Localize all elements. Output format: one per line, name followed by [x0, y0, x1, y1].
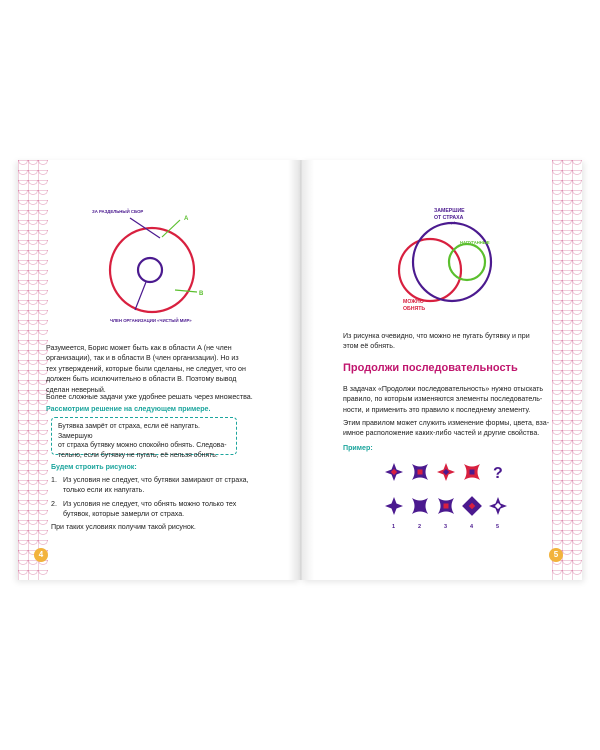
text-line: правило, по которым изменяются элементы последователь-: [343, 395, 543, 404]
text-line: этом её обнять.: [343, 342, 395, 351]
example-label: Пример:: [343, 444, 373, 452]
closing-text: При таких условиях получим такой рисунок.: [51, 523, 196, 531]
text-line: имное расположение каких-либо частей и другие свойства.: [343, 429, 540, 438]
label-member: ЧЛЕН ОРГАНИЗАЦИИ «ЧИСТЫЙ МИР»: [110, 318, 192, 323]
answer-option-1[interactable]: [385, 497, 403, 515]
text-line: должен быть исключительно в области В. Поэтому вывод: [46, 375, 237, 384]
draw-heading: Будем строить рисунок:: [51, 463, 137, 471]
right-puzzle-border: [552, 160, 582, 580]
example-heading: Рассмотрим решение на следующем примере.: [46, 405, 211, 413]
label-can-hug-1: МОЖНО: [403, 299, 424, 305]
list-number: 2.: [51, 499, 57, 508]
page-number-left: 4: [34, 548, 48, 562]
text-line: тех утверждений, которые были сделаны, не следует, что он: [46, 364, 246, 373]
left-venn-diagram: [80, 200, 230, 335]
outer-circle-red: [110, 228, 194, 312]
example-callout-box: [51, 417, 237, 459]
sequence-item-1: [385, 463, 403, 481]
pointer-line-bottom: [135, 282, 146, 310]
text-line: Из условия не следует, что бутявки замирают от страха,: [63, 476, 249, 484]
label-a: А: [184, 216, 189, 222]
left-paragraph-1: [46, 343, 286, 395]
option-number: 2: [418, 524, 422, 530]
text-line: только если их напугать.: [63, 486, 145, 495]
pointer-line-b: [175, 290, 197, 292]
sequence-item-3: [437, 463, 455, 481]
page-number-right: 5: [549, 548, 563, 562]
pointer-line-a: [162, 220, 180, 237]
question-mark: ?: [493, 465, 503, 482]
text-line: сделан неверный.: [46, 385, 106, 394]
label-separate-collection: ЗА РАЗДЕЛЬНЫЙ СБОР: [92, 209, 144, 214]
list-item: [51, 499, 281, 520]
circle-frozen-purple: [413, 223, 491, 301]
label-scared: НАПУГАННЫЕ: [460, 240, 490, 245]
label-can-hug-2: ОБНЯТЬ: [403, 306, 426, 312]
answer-option-3[interactable]: [438, 498, 454, 514]
option-number: 3: [444, 524, 448, 530]
sequence-puzzle: [380, 456, 520, 534]
answer-option-4[interactable]: [462, 496, 482, 516]
text-line: от страха бутявку можно спокойно обнять. Следова-: [58, 442, 227, 450]
callout-text: [58, 422, 230, 460]
sequence-item-2: [412, 464, 428, 480]
text-line: Из рисунка очевидно, что можно не пугать бутявку и при: [343, 332, 530, 340]
section-text: [343, 384, 553, 415]
text-line: Этим правилом может служить изменение формы, цвета, вза-: [343, 419, 550, 427]
steps-list: [51, 475, 281, 520]
text-line: Бутявка замрёт от страха, если её напугать. Замершую: [58, 423, 200, 440]
left-puzzle-border: [18, 160, 48, 580]
rule-text: [343, 418, 553, 439]
text-line: бутявок, которые замерли от страха.: [63, 510, 185, 519]
label-frozen-1: ЗАМЕРШИЕ: [434, 208, 465, 214]
circle-scared-green: [449, 244, 485, 280]
text-line: тельно, если бутявку не пугать, её нельзя обнять.: [58, 451, 218, 459]
book-gutter: [288, 160, 314, 580]
section-title: Продолжи последовательность: [343, 362, 518, 374]
answer-option-5[interactable]: [489, 497, 507, 515]
text-line: Разумеется, Борис может быть как в области А (не член: [46, 344, 232, 352]
text-line: В задачах «Продолжи последовательность» нужно отыскать: [343, 385, 544, 393]
text-line: Из условия не следует, что обнять можно только тех: [63, 499, 237, 508]
option-number: 5: [496, 524, 500, 530]
sequence-item-4: [464, 464, 480, 480]
text-line: ности, и применить это правило к последнему элементу.: [343, 405, 531, 414]
option-number: 4: [470, 524, 474, 530]
label-b: В: [199, 291, 204, 297]
right-venn-diagram: [385, 200, 525, 320]
answer-option-2[interactable]: [412, 498, 428, 514]
label-frozen-2: ОТ СТРАХА: [434, 215, 464, 221]
left-paragraph-2: Более сложные задачи уже удобнее решать через множества.: [46, 393, 253, 401]
list-number: 1.: [51, 476, 57, 484]
list-item: [51, 475, 281, 496]
option-number: 1: [392, 524, 396, 530]
inner-circle-purple: [138, 258, 162, 282]
text-line: организации), так и в области В (член организации). Но из: [46, 354, 239, 363]
conclusion-text: [343, 331, 553, 352]
